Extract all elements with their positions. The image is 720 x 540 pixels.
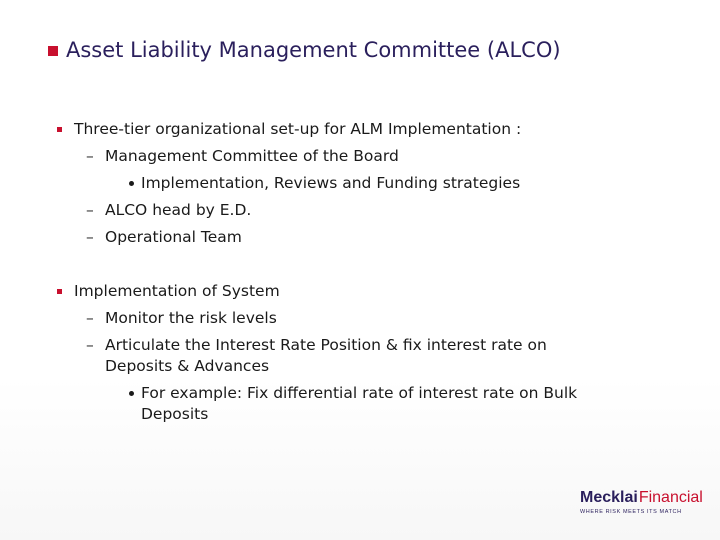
list-item: Operational Team <box>105 228 242 246</box>
sub-list-item: Implementation, Reviews and Funding strategies <box>141 174 521 192</box>
list-item-line-2: Deposits & Advances <box>105 357 270 375</box>
sub-list-item-line-2: Deposits <box>141 405 209 423</box>
dash-bullet-icon: – <box>86 147 94 165</box>
round-bullet-icon <box>129 391 134 396</box>
sub-list-item-line-1: For example: Fix differential rate of interest rate on Bulk <box>141 384 578 402</box>
mecklai-financial-logo <box>580 489 703 516</box>
dash-bullet-icon: – <box>86 309 94 327</box>
logo-wordmark <box>580 489 703 506</box>
list-item: ALCO head by E.D. <box>105 201 252 219</box>
round-bullet-icon <box>129 181 134 186</box>
list-item: Monitor the risk levels <box>105 309 277 327</box>
dash-bullet-icon: – <box>86 336 94 354</box>
square-bullet-icon <box>57 289 62 294</box>
section-heading: Implementation of System <box>74 282 280 300</box>
logo-tagline: WHERE RISK MEETS ITS MATCH <box>580 509 682 515</box>
logo-name: Mecklai <box>580 489 638 506</box>
dash-bullet-icon: – <box>86 201 94 219</box>
dash-bullet-icon: – <box>86 228 94 246</box>
list-item: Management Committee of the Board <box>105 147 399 165</box>
square-bullet-icon <box>57 127 62 132</box>
logo-name-suffix: Financial <box>638 489 703 506</box>
section-heading: Three-tier organizational set-up for ALM Implementation : <box>74 120 522 138</box>
list-item-line-1: Articulate the Interest Rate Position & fix interest rate on <box>105 336 547 354</box>
slide-title: Asset Liability Management Committee (ALCO) <box>66 38 561 62</box>
